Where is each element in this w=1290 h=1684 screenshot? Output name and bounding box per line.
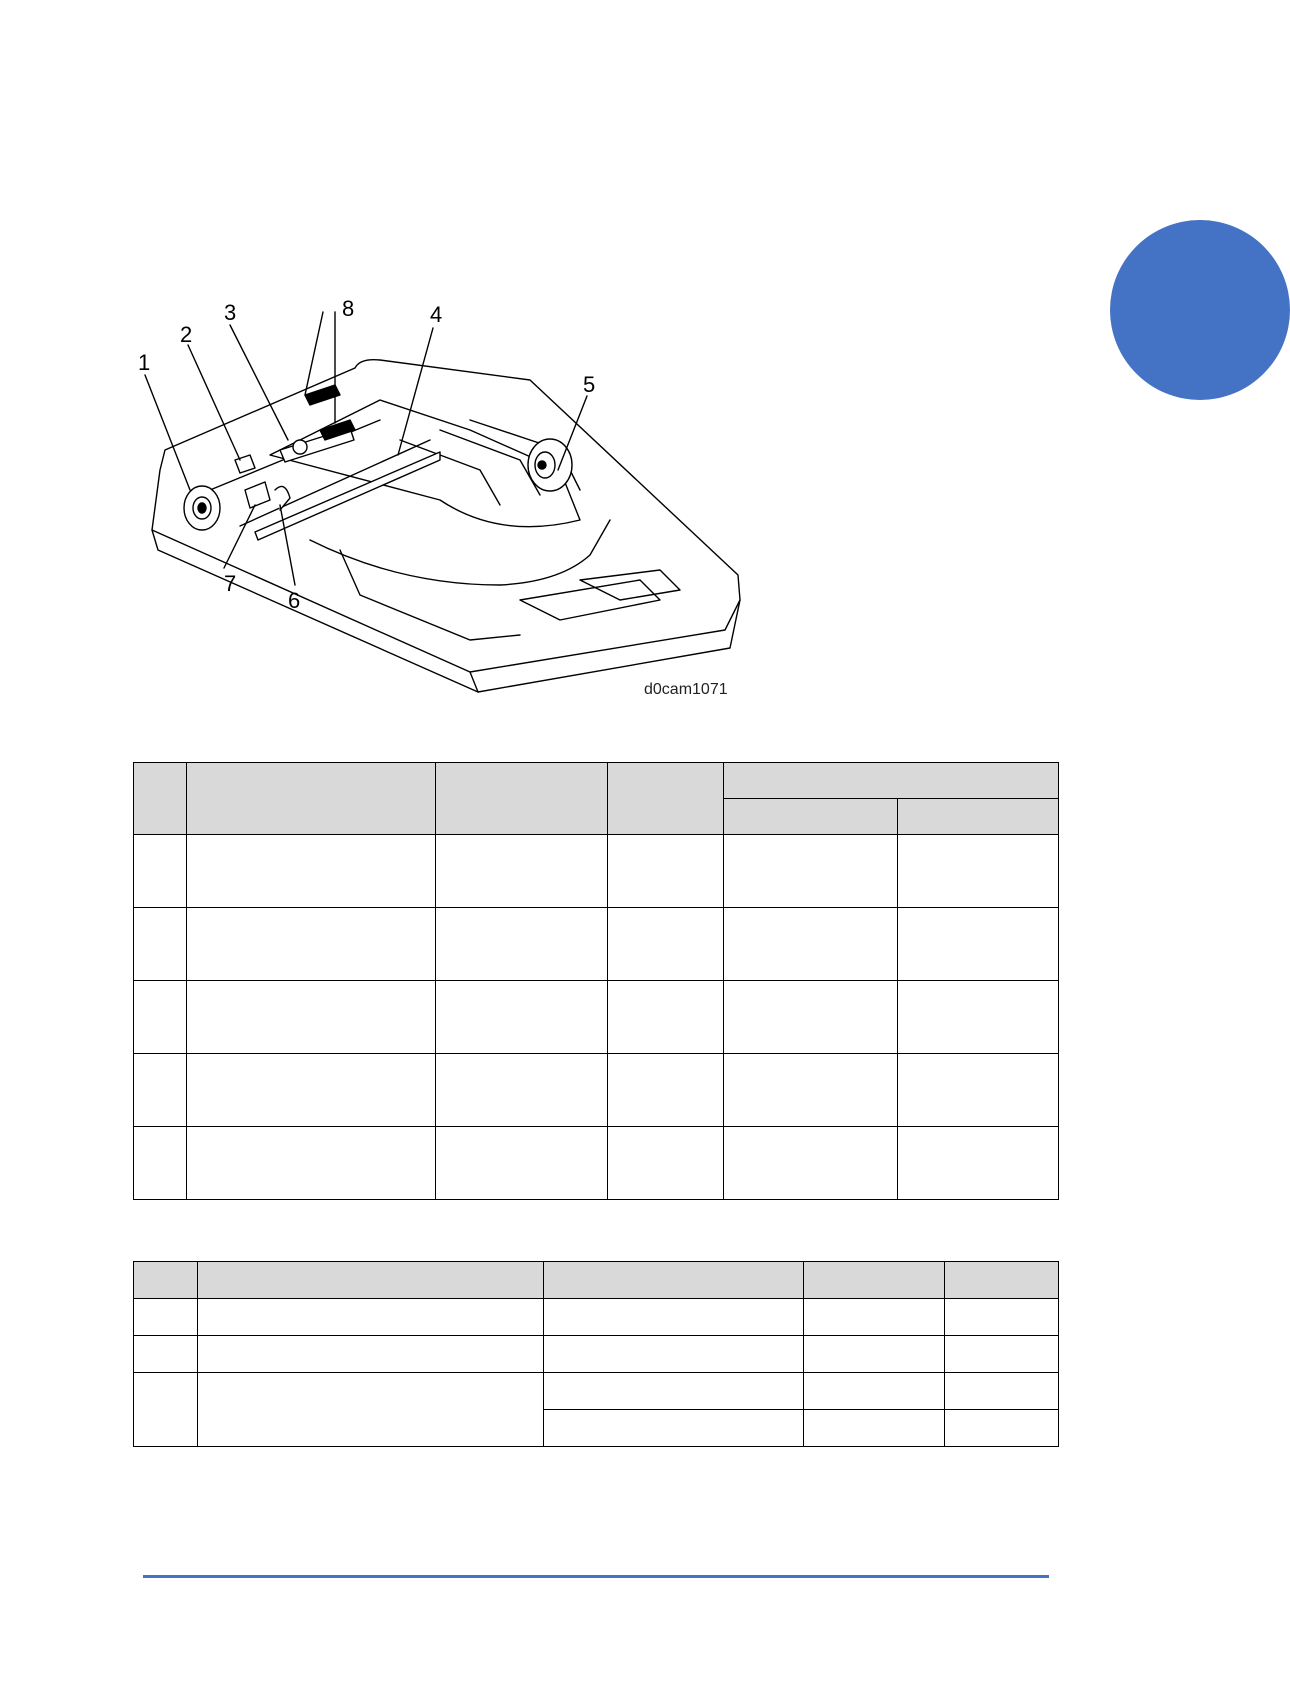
header-cell — [186, 763, 435, 835]
callout-3: 3 — [224, 300, 237, 325]
header-cell — [608, 763, 724, 835]
table-row — [134, 908, 1059, 981]
callout-4: 4 — [430, 302, 443, 327]
figure-code: d0cam1071 — [644, 681, 728, 698]
header-cell — [724, 763, 1059, 799]
adf-parts-illustration — [138, 296, 740, 710]
table-row — [134, 1336, 1059, 1373]
callout-7: 7 — [224, 571, 237, 596]
callout-5: 5 — [583, 372, 596, 397]
header-cell — [134, 763, 187, 835]
header-cell — [724, 799, 898, 835]
callout-6: 6 — [288, 588, 301, 613]
table-row — [134, 1054, 1059, 1127]
table-header-row — [134, 1262, 1059, 1299]
footer-divider — [143, 1575, 1049, 1578]
table-row — [134, 835, 1059, 908]
header-cell — [898, 799, 1059, 835]
table-row — [134, 981, 1059, 1054]
callout-8: 8 — [342, 296, 355, 321]
header-cell — [435, 763, 608, 835]
table-row — [134, 1373, 1059, 1410]
table-row — [134, 1299, 1059, 1336]
callout-2: 2 — [180, 322, 193, 347]
callout-1: 1 — [138, 350, 151, 375]
tray-base — [152, 360, 740, 672]
parts-table-2 — [133, 1261, 1059, 1447]
chapter-tab-marker — [1110, 220, 1290, 400]
parts-table-1 — [133, 762, 1059, 1200]
table-row — [134, 1127, 1059, 1200]
